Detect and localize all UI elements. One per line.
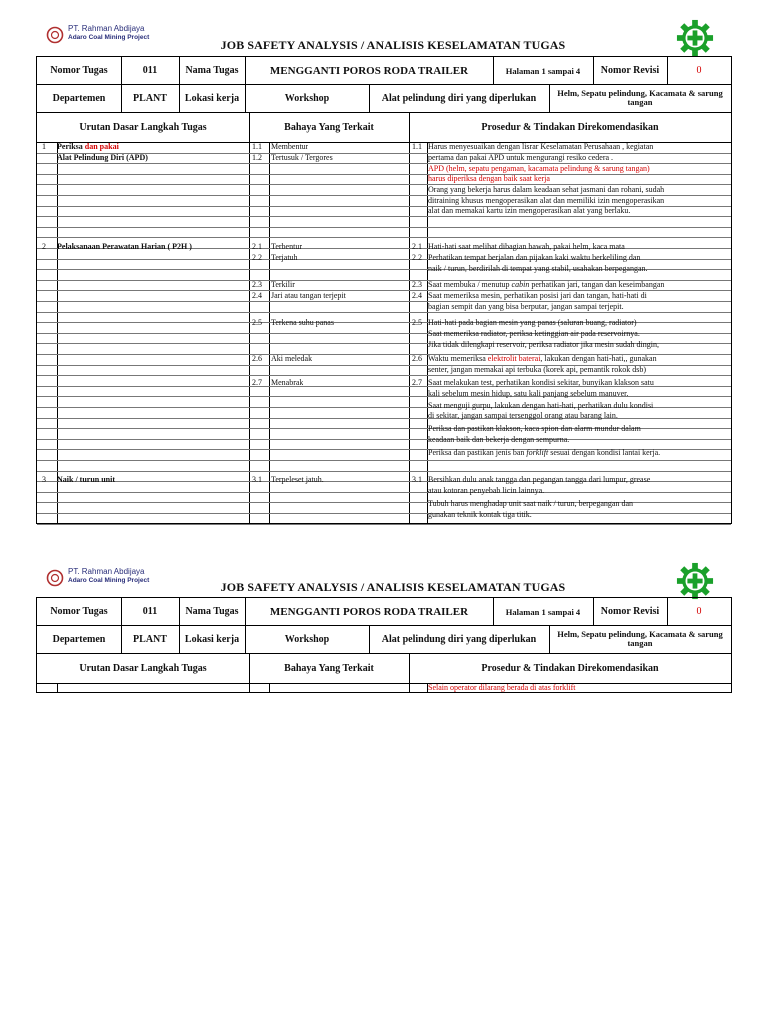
procedure-line: Periksa dan pastikan jenis ban forklift sesuai dengan kondisi lantai kerja.: [428, 448, 661, 457]
nomor-tugas-value: 011: [142, 65, 158, 76]
document-title: JOB SAFETY ANALYSIS / ANALISIS KESELAMATAN TUGAS: [220, 580, 566, 594]
nomor-tugas-value: 011: [142, 606, 158, 617]
procedure-line: Selain operator dilarang berada di atas forklift: [428, 683, 576, 692]
departemen-value: PLANT: [133, 92, 167, 104]
procedure-line: Saat menguji gurpu, lakukan dengan hati-hati, perhatikan dulu kondisi: [428, 401, 654, 410]
hazard-text: Terbentur: [271, 242, 302, 251]
procedure-number: 2.6: [412, 354, 422, 363]
hazard-number: 2.5: [252, 318, 262, 327]
nama-tugas-label: Nama Tugas: [185, 65, 239, 76]
procedure-line: keadaan baik dan bekerja dengan sempurna.: [428, 435, 570, 444]
nomor-revisi-value: 0: [696, 606, 702, 617]
procedure-number: 2.1: [412, 242, 422, 251]
pt-logo-icon: [46, 26, 64, 44]
jsa-form-table: [36, 597, 732, 693]
column-header-langkah: Urutan Dasar Langkah Tugas: [79, 662, 207, 674]
apd-value: Helm, Sepatu pelindung, Kacamata & sarung tangan: [557, 628, 723, 648]
step-text: Pelaksanaan Perawatan Harian ( P2H ): [57, 242, 192, 251]
procedure-number: 2.2: [412, 253, 422, 262]
hazard-number: 1.2: [252, 153, 262, 162]
procedure-line: Jika tidak dilengkapi reservoir, periksa radiator jika mesin sudah dingin,: [428, 340, 659, 349]
procedure-line: pertama dan pakai APD untuk mengurangi resiko cedera .: [428, 153, 614, 162]
hazard-number: 2.6: [252, 354, 262, 363]
procedure-line: Saat memeriksa mesin, perhatikan posisi jari dan tangan, hati-hati di: [428, 291, 647, 300]
procedure-line: ditraining khusus mengoperasikan alat dan memiliki izin mengoperasikan: [428, 196, 665, 205]
procedure-line: Bersihkan dulu anak tangga dan pegangan tangga dari lumpur, grease: [428, 475, 651, 484]
company-name: PT. Rahman Abdijaya: [68, 24, 145, 33]
column-header-bahaya: Bahaya Yang Terkait: [284, 662, 374, 674]
procedure-line: Perhatikan tempat berjalan dan pijakan kaki waktu berkeliling dan: [428, 253, 641, 262]
column-header-prosedur: Prosedur & Tindakan Direkomendasikan: [481, 662, 659, 674]
step-text: Naik / turun unit: [57, 475, 116, 484]
procedure-line: Periksa dan pastikan klakson, kaca spion dan alarm mundur dalam: [428, 424, 641, 433]
step-text: Alat Pelindung Diri (APD): [57, 153, 148, 162]
jsa-form-table: [36, 56, 732, 524]
procedure-line: harus diperiksa dengan baik saat kerja: [428, 174, 550, 183]
procedure-number: 2.5: [412, 318, 422, 327]
page-indicator: Halaman 1 sampai 4: [505, 65, 581, 76]
hazard-text: Menabrak: [271, 378, 304, 387]
apd-label: Alat pelindung diri yang diperlukan: [381, 633, 537, 645]
hazard-number: 1.1: [252, 142, 262, 151]
lokasi-label: Lokasi kerja: [184, 92, 240, 104]
procedure-number: 2.4: [412, 291, 422, 300]
column-header-langkah: Urutan Dasar Langkah Tugas: [79, 121, 207, 133]
hazard-number: 2.4: [252, 291, 262, 300]
procedure-line: Saat melakukan test, perhatikan kondisi sekitar, bunyikan klakson satu: [428, 378, 654, 387]
lokasi-label: Lokasi kerja: [184, 633, 240, 645]
procedure-line: alat dan memakai kartu izin mengoperasikan alat yang berlaku.: [428, 206, 631, 215]
procedure-line: Orang yang bekerja harus dalam keadaan sehat jasmani dan rohani, sudah: [428, 185, 665, 194]
hazard-text: Terpeleset jatuh.: [271, 475, 324, 484]
lokasi-value: Workshop: [284, 92, 330, 104]
step-number: 2: [42, 242, 46, 251]
hazard-number: 2.7: [252, 378, 262, 387]
procedure-line: Saat membuka / menutup cabin perhatikan jari, tangan dan keseimbangan: [428, 280, 665, 289]
column-header-prosedur: Prosedur & Tindakan Direkomendasikan: [481, 121, 659, 133]
project-name: Adaro Coal Mining Project: [68, 34, 150, 41]
procedure-line: kali sebelum mesin hidup, satu kali panjang sebelum manuver.: [428, 389, 629, 398]
procedure-number: 3.1: [412, 475, 422, 484]
nomor-revisi-label: Nomor Revisi: [600, 65, 660, 76]
hazard-text: Membentur: [271, 142, 309, 151]
hazard-text: Aki meledak: [271, 354, 313, 363]
nama-tugas-value: MENGGANTI POROS RODA TRAILER: [269, 605, 469, 618]
hazard-text: Jari atau tangan terjepit: [271, 291, 346, 300]
procedure-number: 2.7: [412, 378, 422, 387]
hazard-number: 2.3: [252, 280, 262, 289]
green-cross-gear-icon: [676, 562, 714, 600]
procedure-line: senter, jangan memakai api terbuka (korek api, pemantik rokok dsb): [428, 365, 647, 374]
hazard-text: Terjatuh: [271, 253, 298, 262]
apd-value: Helm, Sepatu pelindung, Kacamata & sarung tangan: [557, 87, 723, 107]
hazard-text: Terkilir: [271, 280, 295, 289]
departemen-label: Departemen: [52, 633, 106, 645]
departemen-value: PLANT: [133, 633, 167, 645]
procedure-line: Hati-hati saat melihat dibagian bawah, pakai helm, kaca mata: [428, 242, 625, 251]
procedure-line: atau kotoran penyebab licin lainnya.: [428, 486, 545, 495]
nomor-tugas-label: Nomor Tugas: [50, 606, 108, 617]
green-cross-gear-icon: [676, 19, 714, 57]
procedure-line: Saat memeriksa radiator, periksa ketinggian air pada reservoirnya.: [428, 329, 640, 338]
lokasi-value: Workshop: [284, 633, 330, 645]
nama-tugas-label: Nama Tugas: [185, 606, 239, 617]
document-title: JOB SAFETY ANALYSIS / ANALISIS KESELAMATAN TUGAS: [220, 38, 566, 52]
procedure-line: Tubuh harus menghadap unit saat naik / turun, berpegangan dan: [428, 499, 633, 508]
procedure-number: 1.1: [412, 142, 422, 151]
nama-tugas-value: MENGGANTI POROS RODA TRAILER: [269, 64, 469, 77]
hazard-number: 2.1: [252, 242, 262, 251]
nomor-tugas-label: Nomor Tugas: [50, 65, 108, 76]
hazard-text: Terkena suhu panas: [271, 318, 334, 327]
hazard-text: Tertusuk / Tergores: [271, 153, 333, 162]
procedure-line: gunakan teknik kontak tiga titik.: [428, 510, 532, 519]
procedure-line: di sekitar, jangan sampai tersenggol orang atau barang lain.: [428, 411, 618, 420]
apd-label: Alat pelindung diri yang diperlukan: [381, 92, 537, 104]
pt-logo-icon: [46, 569, 64, 587]
procedure-line: Harus menyesuaikan dengan lisrar Keselamatan Perusahaan , kegiatan: [428, 142, 654, 151]
procedure-line: Waktu memeriksa elektrolit baterai, lakukan dengan hati-hati,, gunakan: [428, 354, 657, 363]
procedure-line: Hati-hati pada bagian mesin yang panas (saluran buang, radiator): [428, 318, 637, 327]
project-name: Adaro Coal Mining Project: [68, 577, 150, 584]
hazard-number: 2.2: [252, 253, 262, 262]
step-number: 1: [42, 142, 46, 151]
procedure-number: 2.3: [412, 280, 422, 289]
nomor-revisi-value: 0: [696, 65, 702, 76]
page-indicator: Halaman 1 sampai 4: [505, 606, 581, 617]
step-text: Periksa dan pakai: [57, 142, 119, 151]
departemen-label: Departemen: [52, 92, 106, 104]
nomor-revisi-label: Nomor Revisi: [600, 606, 660, 617]
procedure-line: naik / turun, berdirilah di tempat yang stabil, usahakan berpegangan.: [428, 264, 648, 273]
hazard-number: 3.1: [252, 475, 262, 484]
step-number: 3: [42, 475, 46, 484]
column-header-bahaya: Bahaya Yang Terkait: [284, 121, 374, 133]
procedure-line: APD (helm, sepatu pengaman, kacamata pelindung & sarung tangan): [428, 164, 650, 173]
procedure-line: bagian sempit dan yang bisa berputar, jangan sampai terjepit.: [428, 302, 624, 311]
company-name: PT. Rahman Abdijaya: [68, 567, 145, 576]
